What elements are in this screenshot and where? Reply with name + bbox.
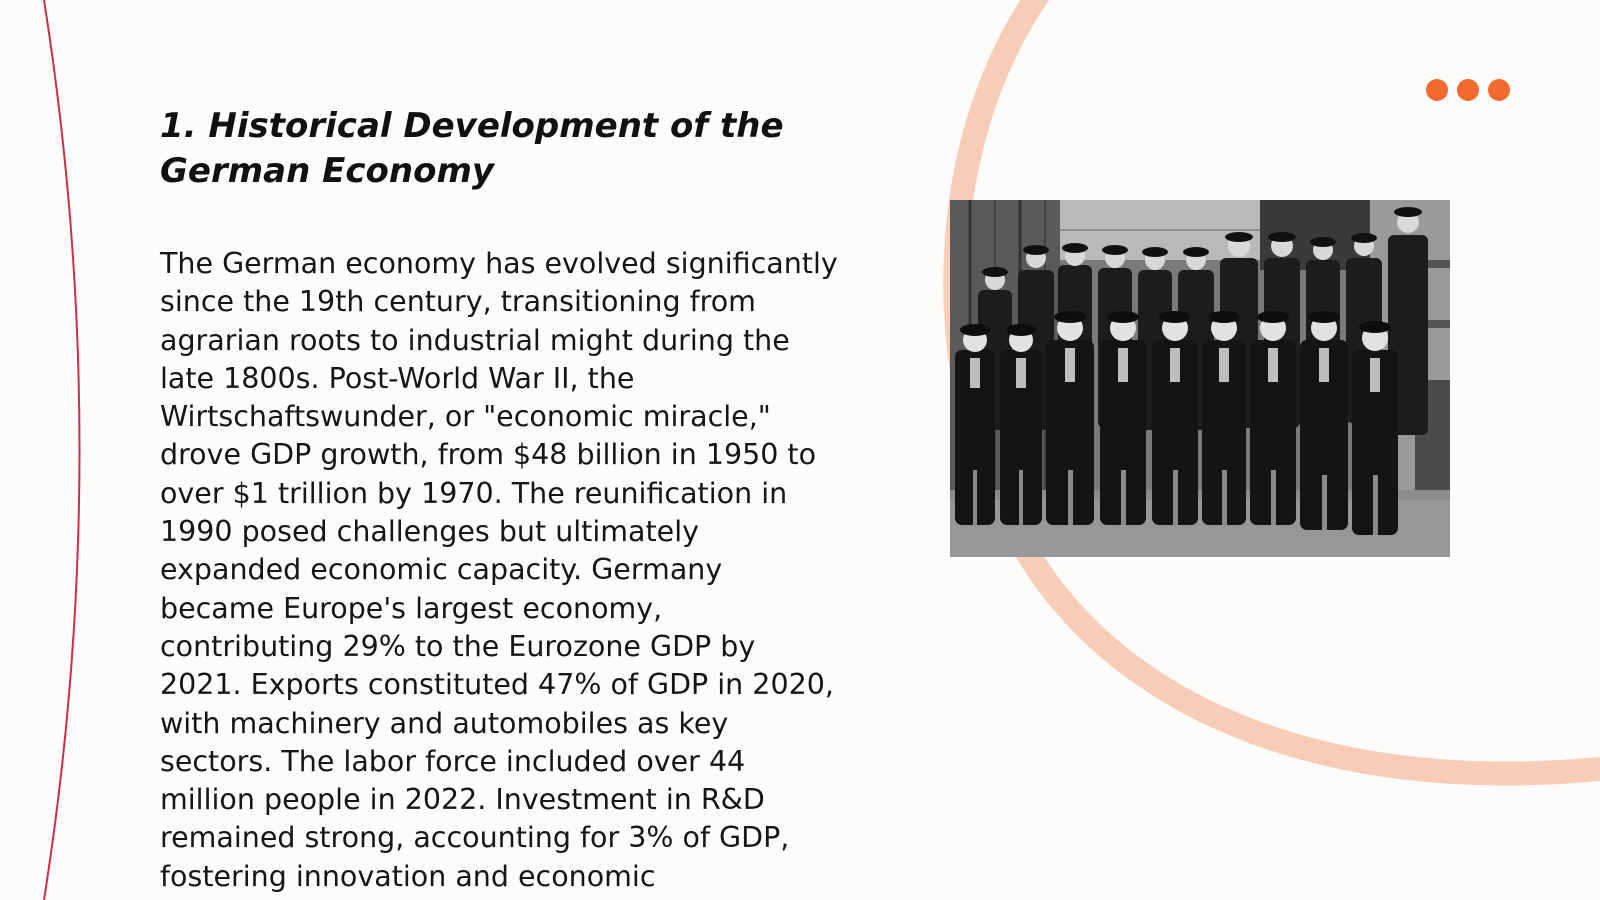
more-dots-icon[interactable] [1426, 79, 1510, 101]
historical-group-photo [950, 200, 1450, 557]
dot-icon [1426, 79, 1448, 101]
photo-image [950, 200, 1450, 557]
dot-icon [1457, 79, 1479, 101]
dot-icon [1488, 79, 1510, 101]
slide-body-text: The German economy has evolved significantly since the 19th century, transitioning from agrarian roots to industrial might during the late 1800s. Post-World War II, the Wirtschaftswunder, or "economic miracle," drove GDP growth, from $48 billion in 1950 to over $1 trillion by 1970. The reunification in 1990 posed challenges but ultimately expanded economic capacity. Germany became Europe's largest economy, contributing 29% to the Eurozone GDP by 2021. Exports constituted 47% of GDP in 2020, with machinery and automobiles as key sectors. The labor force included over 44 million people in 2022. Investment in R&D remained strong, accounting for 3% of GDP, fostering innovation and economic [160, 247, 838, 893]
left-edge-line [44, 0, 80, 900]
slide-title: 1. Historical Development of the German Economy [160, 106, 784, 191]
